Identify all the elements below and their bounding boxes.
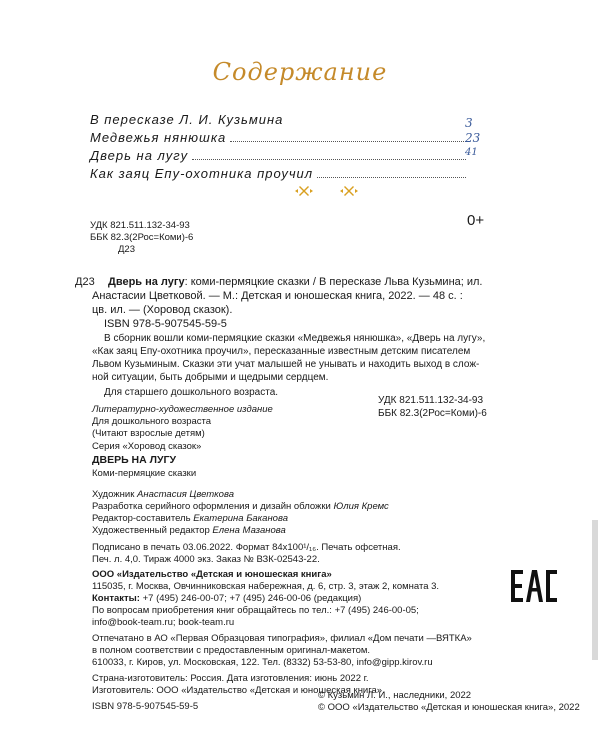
credit-name: Анастасия Цветкова xyxy=(137,489,234,500)
publisher-address: 115035, г. Москва, Овчинниковская набережная, д. 6, стр. 3, этаж 2, комната 3. xyxy=(92,581,440,592)
copyright-line: © Кузьмин Л. И., наследники, 2022 xyxy=(318,690,472,701)
credit-line xyxy=(92,501,389,513)
audience-note: Для старшего дошкольного возраста. xyxy=(104,387,279,398)
imprint-book-title: ДВЕРЬ НА ЛУГУ xyxy=(92,454,176,466)
credit-line xyxy=(92,525,286,537)
description-line: «Как заяц Епу-охотника проучил», пересказанные известным детским писателем xyxy=(92,346,471,357)
toc-item[interactable] xyxy=(90,148,470,163)
leader-dots xyxy=(317,177,466,178)
toc-item-label: Дверь на лугу xyxy=(90,148,189,163)
toc-item-label: Как заяц Епу-охотника проучил xyxy=(90,166,314,181)
print-info: Подписано в печать 03.06.2022. Формат 84x100¹/₁₆. Печать офсетная. xyxy=(92,542,401,553)
description-line: Львом Кузьминым. Сказки эти учат малышей не унывать и находить выход в слож- xyxy=(92,359,480,370)
annotation-isbn: ISBN 978-5-907545-59-5 xyxy=(104,318,227,330)
print-info: Печ. л. 4,0. Тираж 4000 экз. Заказ № ВЗК-02543-22. xyxy=(92,554,320,565)
age-rating: 0+ xyxy=(467,212,485,229)
series-name: Серия «Хоровод сказок» xyxy=(92,441,202,452)
credit-role: Художественный редактор xyxy=(92,525,213,536)
udk-code: УДК 821.511.132-34-93 xyxy=(90,220,190,231)
annotation-text: : коми-пермяцкие сказки / В пересказе Льва Кузьмина; ил. xyxy=(184,276,483,288)
toc-item-label: Медвежья нянюшка xyxy=(90,130,227,145)
toc-subtitle: В пересказе Л. И. Кузьмина xyxy=(90,112,284,127)
ornament-icon xyxy=(294,184,314,198)
publisher-emails[interactable]: info@book-team.ru; book-team.ru xyxy=(92,617,235,628)
leader-dots xyxy=(230,141,466,142)
bbk-code: ББК 82.3(2Рос=Коми)-6 xyxy=(90,232,194,243)
udk-code: УДК 821.511.132-34-93 xyxy=(378,395,484,406)
publisher-name: ООО «Издательство «Детская и юношеская книга» xyxy=(92,569,332,580)
contacts-phones: +7 (495) 246-00-07; +7 (495) 246-00-06 (редакция) xyxy=(139,593,362,604)
country-info: Страна-изготовитель: Россия. Дата изготовления: июнь 2022 г. xyxy=(92,673,369,684)
toc-item[interactable] xyxy=(90,166,470,181)
toc-item-page: 23 xyxy=(465,131,481,145)
credit-role: Разработка серийного оформления и дизайн обложки xyxy=(92,501,334,512)
eac-certification-logo xyxy=(510,568,558,604)
printer-info: в полном соответствии с предоставленным оригинал-макетом. xyxy=(92,645,371,656)
credit-name: Юлия Кремс xyxy=(333,501,389,512)
annotation-mark: Д23 xyxy=(75,276,95,288)
annotation-line: цв. ил. — (Хоровод сказок). xyxy=(92,304,233,316)
toc-item[interactable] xyxy=(90,130,470,145)
leader-dots xyxy=(192,159,466,160)
author-mark: Д23 xyxy=(118,244,136,255)
imprint-isbn: ISBN 978-5-907545-59-5 xyxy=(92,701,199,712)
description-line: ной ситуации, быть добрыми и щедрыми сердцем. xyxy=(92,372,329,383)
printer-info: Отпечатано в АО «Первая Образцовая типография», филиал «Дом печати —ВЯТКА» xyxy=(92,633,472,644)
publisher-contacts xyxy=(92,593,361,605)
ornament-icon xyxy=(339,184,359,198)
credit-role: Художник xyxy=(92,489,137,500)
copyright-line: © ООО «Издательство «Детская и юношеская книга», 2022 xyxy=(318,702,580,713)
toc-title: Содержание xyxy=(212,58,388,86)
imprint-book-subtitle: Коми-пермяцкие сказки xyxy=(92,468,197,479)
age-note: (Читают взрослые детям) xyxy=(92,428,205,439)
credit-role: Редактор-составитель xyxy=(92,513,194,524)
toc-item-page: 3 xyxy=(465,116,473,130)
age-note: Для дошкольного возраста xyxy=(92,416,212,427)
purchase-info: По вопросам приобретения книг обращайтесь по тел.: +7 (495) 246-00-05; xyxy=(92,605,419,616)
toc-item-page: 41 xyxy=(465,147,478,158)
credit-line xyxy=(92,513,288,525)
credit-line xyxy=(92,489,234,501)
credit-name: Екатерина Баканова xyxy=(193,513,288,524)
annotation-line xyxy=(108,276,483,289)
book-title-bold: Дверь на лугу xyxy=(108,276,185,288)
annotation-line: Анастасии Цветковой. — М.: Детская и юношеская книга, 2022. — 48 с. : xyxy=(92,290,463,302)
contacts-label: Контакты: xyxy=(92,593,140,604)
manufacturer-info: Изготовитель: ООО «Издательство «Детская и юношеская книга». xyxy=(92,685,385,696)
credit-name: Елена Мазанова xyxy=(212,525,286,536)
description-line: В сборник вошли коми-пермяцкие сказки «Медвежья нянюшка», «Дверь на лугу», xyxy=(104,333,486,344)
page-edge-strip xyxy=(592,520,598,660)
printer-info: 610033, г. Киров, ул. Московская, 122. Тел. (8332) 53-53-80, info@gipp.kirov.ru xyxy=(92,657,433,668)
edition-type: Литературно-художественное издание xyxy=(92,404,273,415)
bbk-code: ББК 82.3(2Рос=Коми)-6 xyxy=(378,408,487,419)
